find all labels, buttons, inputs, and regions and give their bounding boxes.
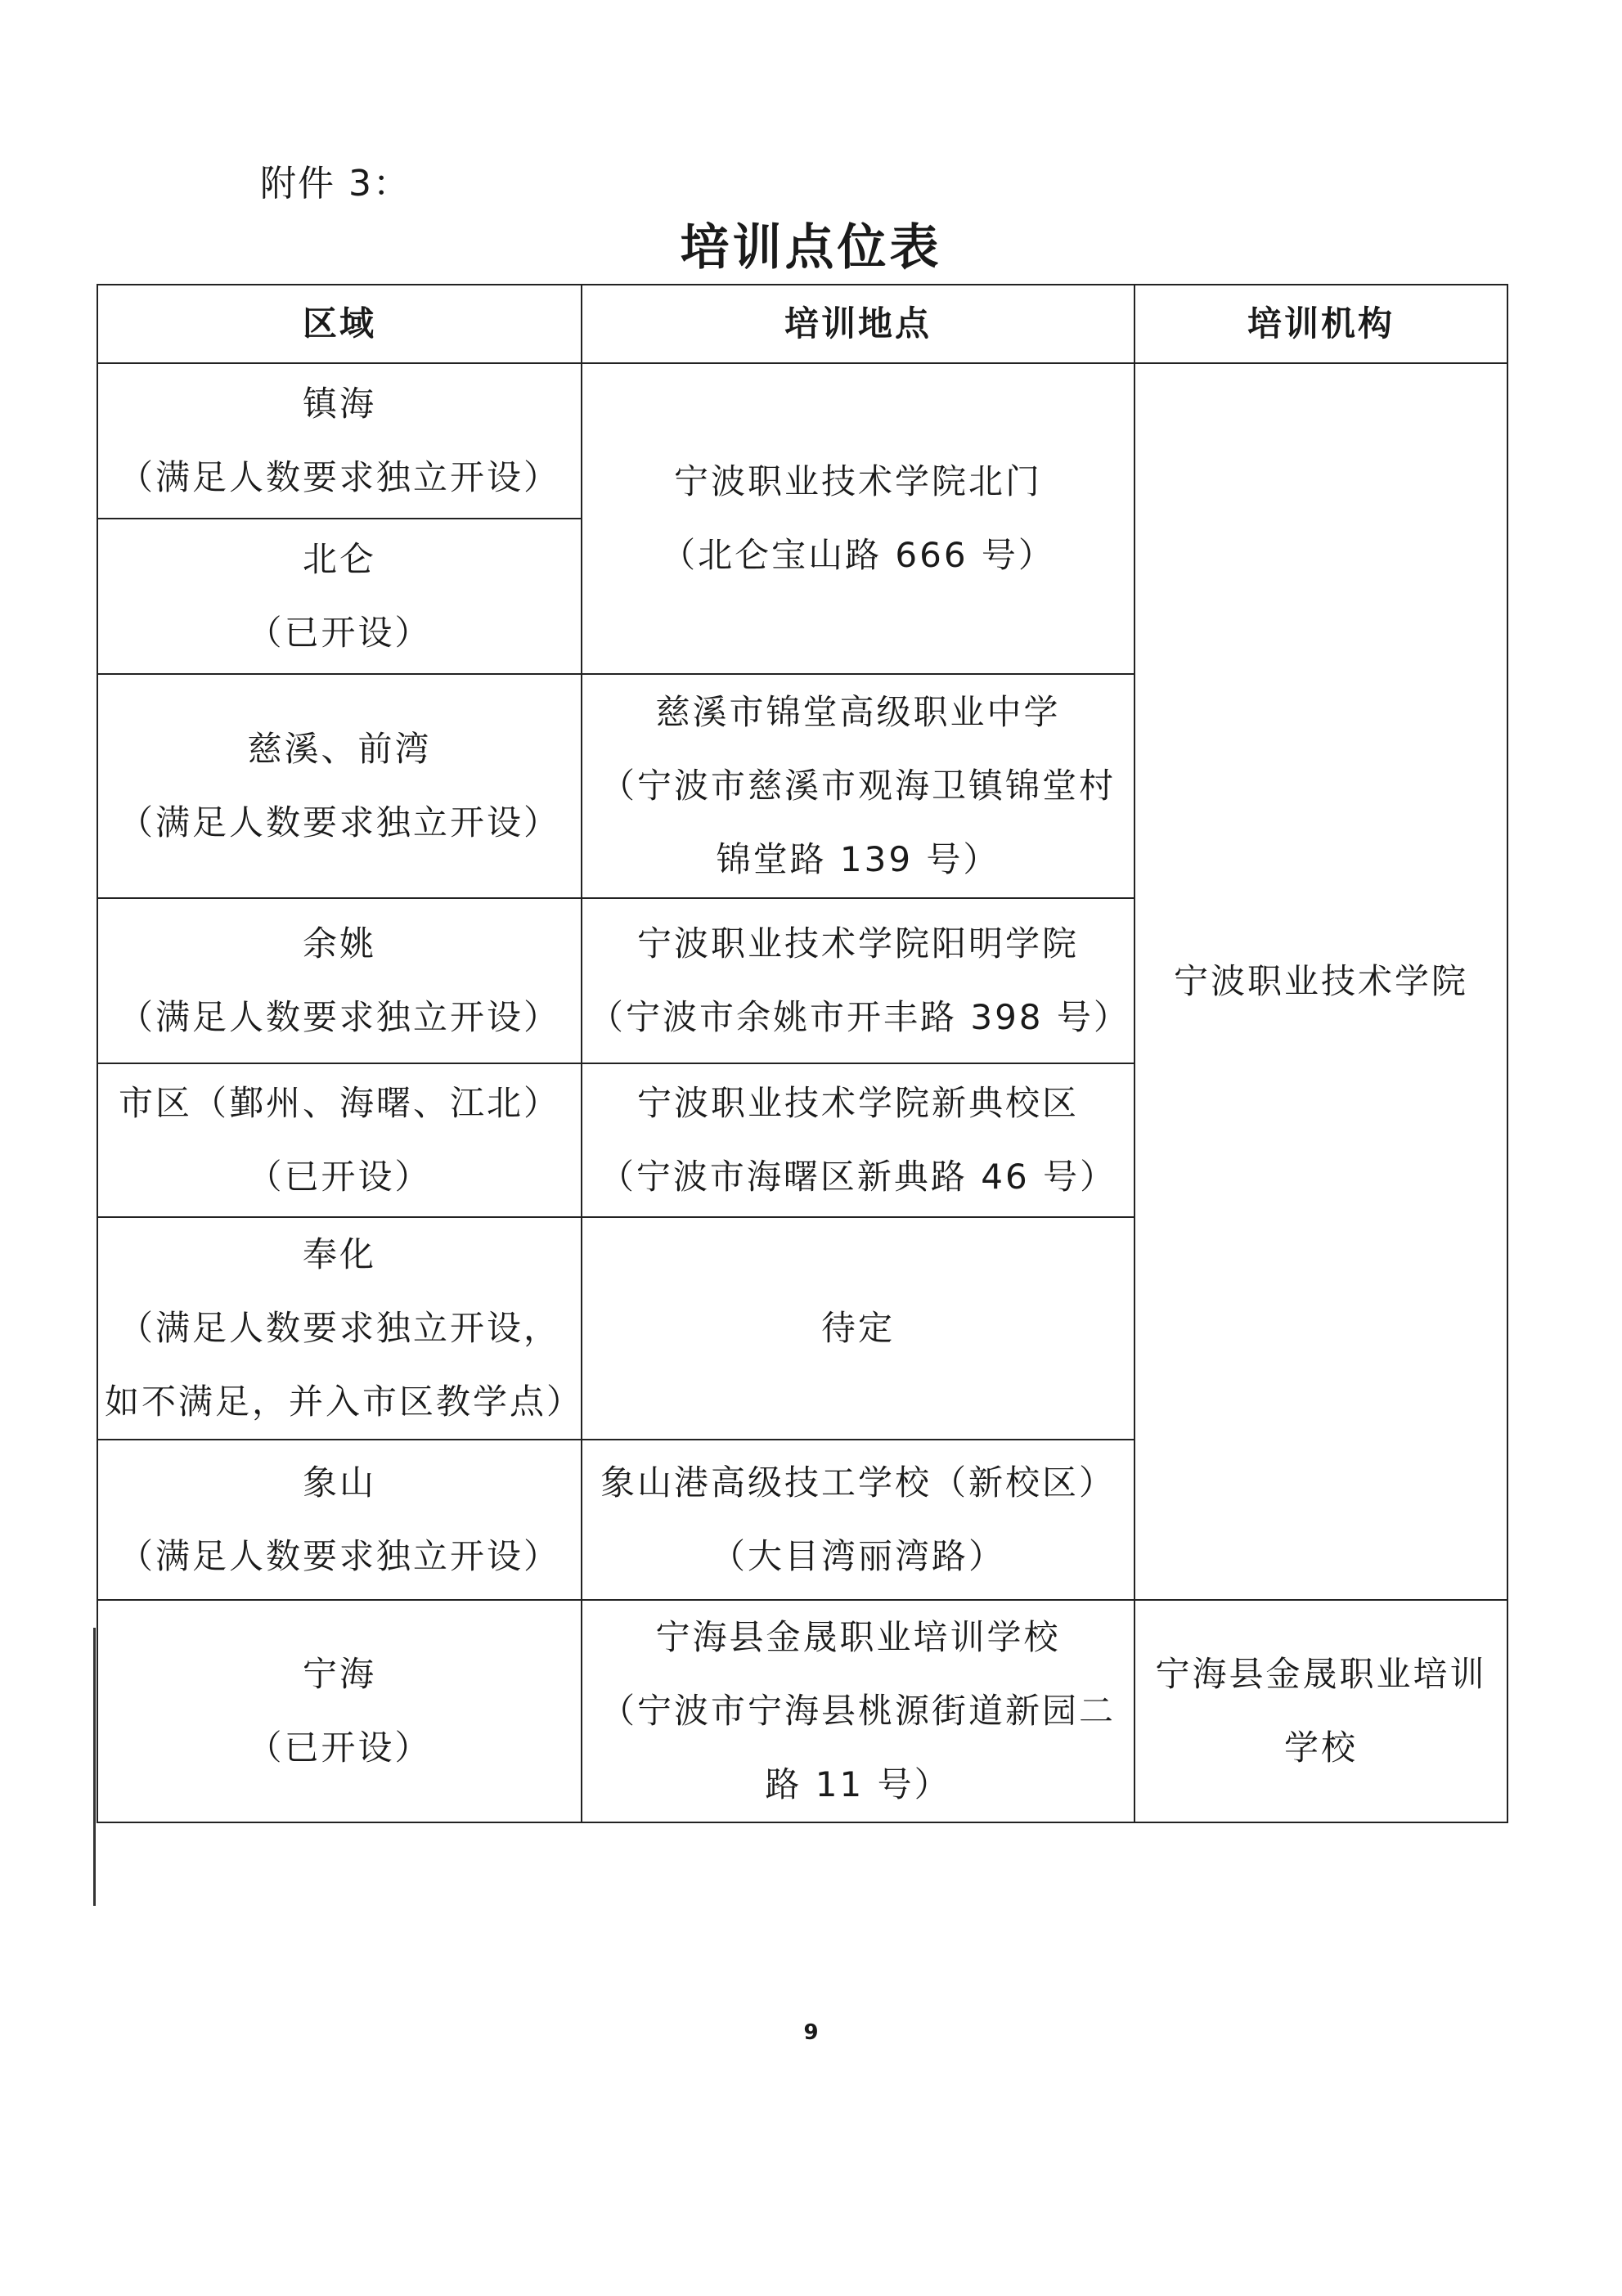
location-address-cont: 锦堂路 139 号） [716, 839, 1000, 879]
location-cell-city [582, 1063, 1135, 1217]
region-name: 奉化 [302, 1234, 376, 1274]
region-cell-fenghua [97, 1217, 582, 1440]
location-address: （宁波市海曙区新典路 46 号） [599, 1157, 1117, 1197]
location-name: 象山港高级技工学校（新校区） [600, 1463, 1116, 1503]
location-cell-xiangshan [582, 1440, 1135, 1600]
region-cell-beilun [97, 519, 582, 674]
location-address-cont: 路 11 号） [765, 1764, 951, 1804]
institution-name-cont: 学校 [1283, 1728, 1358, 1768]
location-address: （北仑宝山路 666 号） [661, 535, 1055, 575]
scan-edge-mark [93, 1628, 96, 1906]
location-name: 宁波职业技术学院北门 [673, 461, 1042, 501]
region-note: （满足人数要求独立开设） [118, 1536, 560, 1576]
header-location: 培训地点 [582, 285, 1135, 363]
region-note-cont: 如不满足，并入市区教学点） [105, 1382, 584, 1422]
institution-cell-ninghai [1135, 1600, 1507, 1822]
attachment-label: 附件 3： [260, 163, 411, 204]
training-points-table [97, 284, 1508, 1823]
location-address: （宁波市宁海县桃源街道新园二 [600, 1691, 1116, 1731]
region-note: （满足人数要求独立开设， [118, 1308, 560, 1348]
location-name: 宁波职业技术学院新典校区 [636, 1083, 1079, 1123]
region-note: （满足人数要求独立开设） [118, 457, 560, 497]
region-cell-xiangshan [97, 1440, 582, 1600]
header-row [97, 285, 1507, 363]
region-note: （满足人数要求独立开设） [118, 997, 560, 1037]
institution-name: 宁海县金晟职业培训 [1155, 1654, 1487, 1694]
location-cell-ninghai [582, 1600, 1135, 1822]
region-name: 象山 [302, 1463, 376, 1503]
region-cell-city [97, 1063, 582, 1217]
header-region: 区域 [97, 285, 582, 363]
region-name: 市区（鄞州、海曙、江北） [118, 1083, 560, 1123]
region-cell-zhenhai [97, 363, 582, 519]
location-cell-fenghua: 待定 [582, 1217, 1135, 1440]
location-cell-yuyao [582, 898, 1135, 1063]
page-title: 培训点位表 [680, 219, 942, 276]
table-row [97, 363, 1507, 519]
region-cell-ninghai [97, 1600, 582, 1822]
region-cell-cixi [97, 674, 582, 898]
location-address: （宁波市慈溪市观海卫镇锦堂村 [600, 766, 1116, 806]
institution-cell-main: 宁波职业技术学院 [1135, 363, 1507, 1600]
region-note: （满足人数要求独立开设） [118, 802, 560, 842]
region-cell-yuyao [97, 898, 582, 1063]
region-name: 余姚 [302, 923, 376, 964]
region-note: （已开设） [247, 1157, 432, 1197]
location-address: （大目湾丽湾路） [710, 1536, 1005, 1576]
page-number: 9 [803, 2020, 819, 2045]
region-name: 北仑 [302, 539, 376, 579]
header-institution: 培训机构 [1135, 285, 1507, 363]
location-address: （宁波市余姚市开丰路 398 号） [589, 997, 1130, 1037]
region-name: 镇海 [302, 384, 376, 424]
region-name: 慈溪、前湾 [247, 729, 432, 769]
location-name: 宁海县金晟职业培训学校 [655, 1617, 1061, 1657]
region-note: （已开设） [247, 1728, 432, 1768]
region-note: （已开设） [247, 613, 432, 653]
region-name: 宁海 [302, 1654, 376, 1694]
location-cell-beilun [582, 363, 1135, 674]
location-name: 宁波职业技术学院阳明学院 [636, 923, 1079, 964]
location-name: 慈溪市锦堂高级职业中学 [655, 692, 1061, 732]
table-row [97, 1600, 1507, 1822]
location-cell-cixi [582, 674, 1135, 898]
